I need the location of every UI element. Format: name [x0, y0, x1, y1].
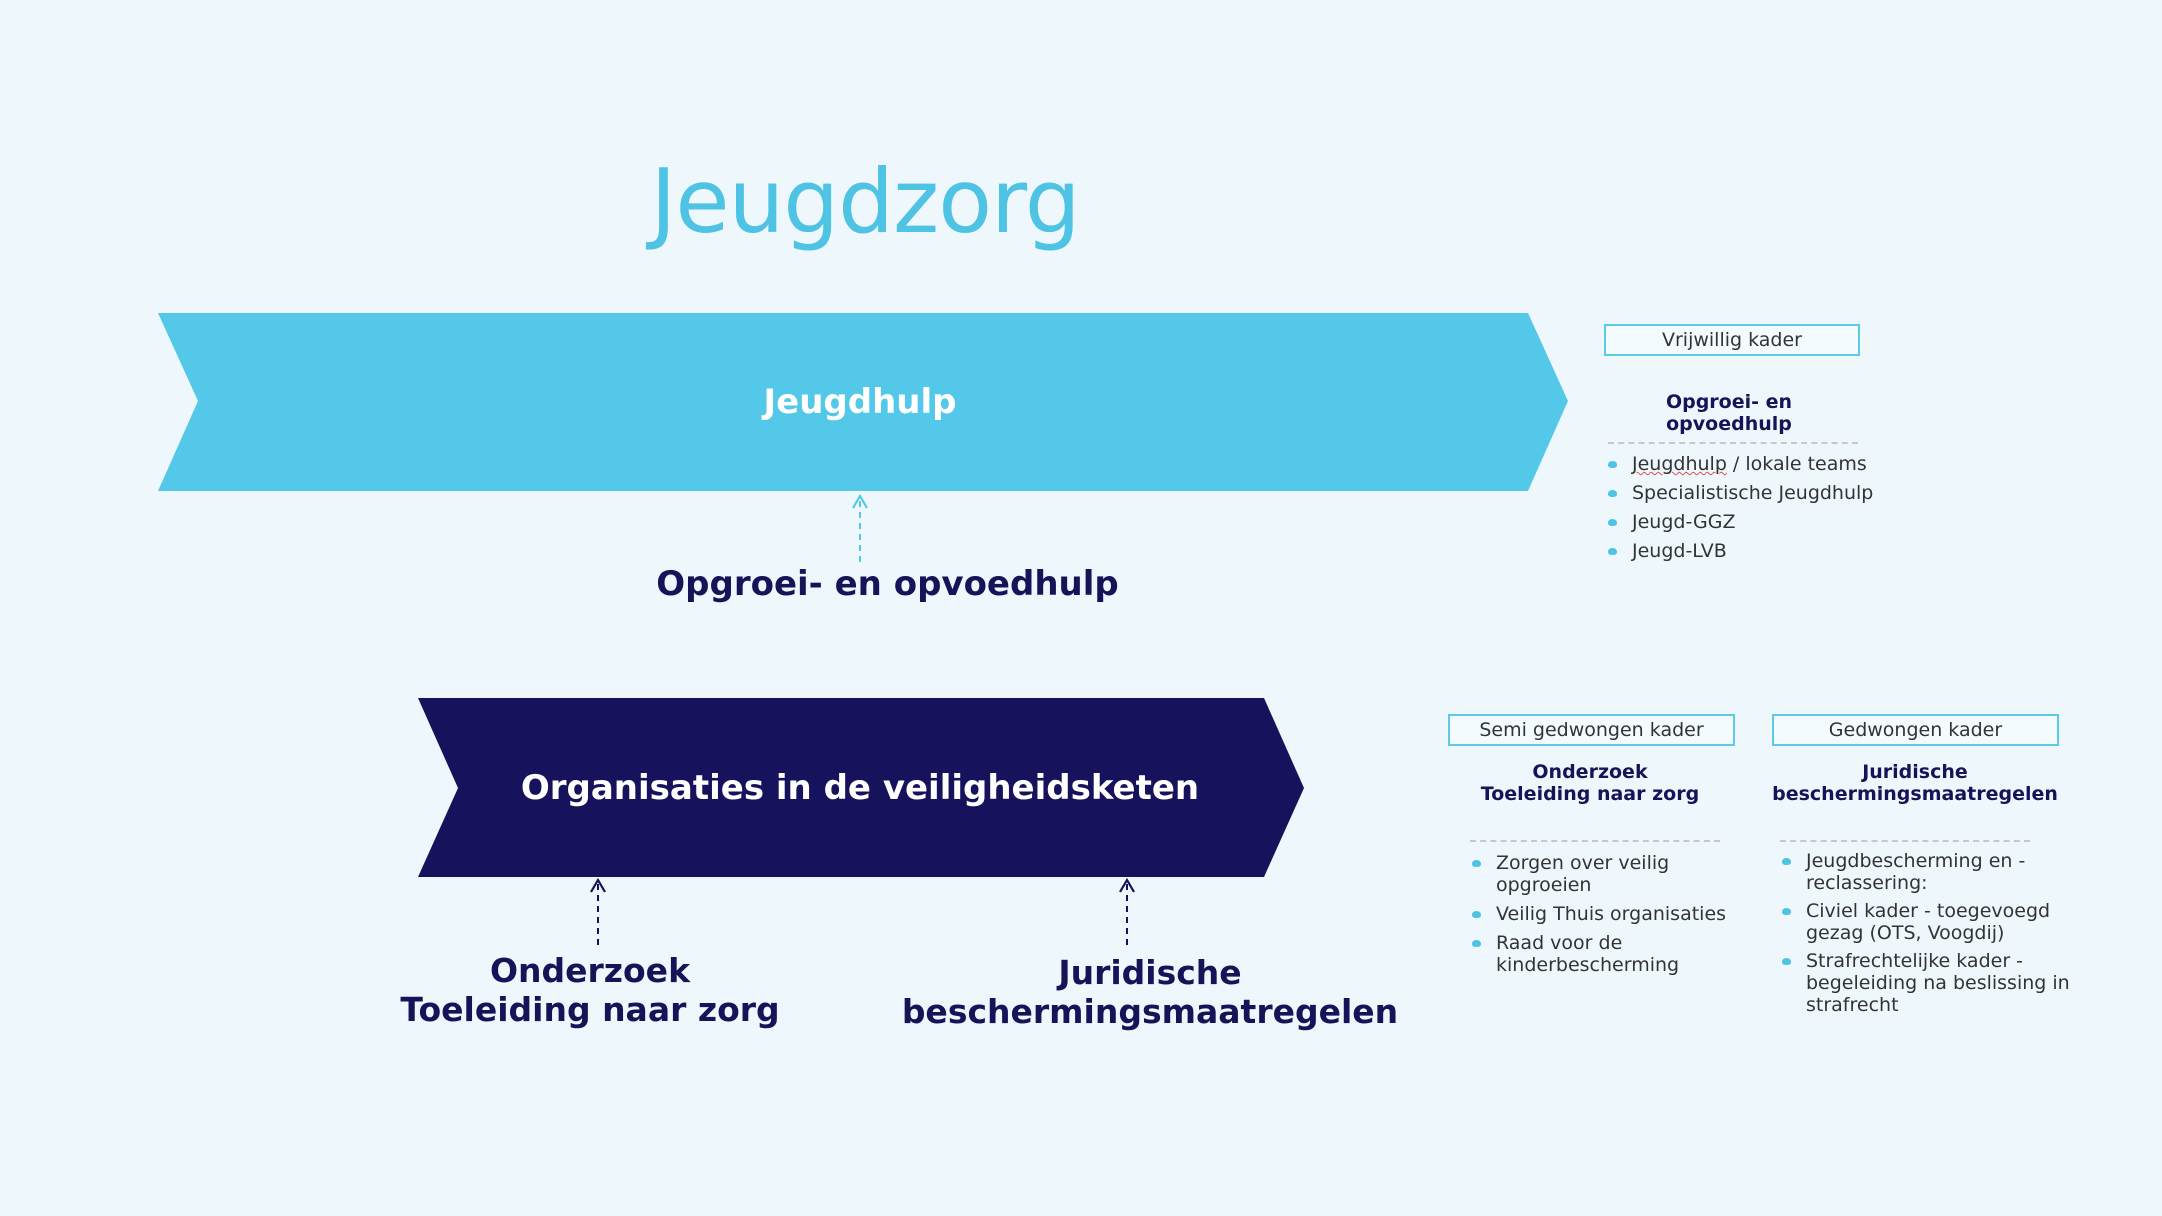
list-item-text: Zorgen over veilig opgroeien: [1496, 852, 1670, 896]
bullet-icon: [1608, 461, 1617, 468]
chevron-veiligheidsketen-label: Organisaties in de veiligheidsketen: [520, 768, 1200, 808]
kader-gedwongen: Gedwongen kader: [1772, 714, 2059, 746]
label-opgroei: Opgroei- en opvoedhulp: [656, 564, 1119, 604]
list-item-text: Jeugd-GGZ: [1632, 511, 1736, 533]
list-item: [1606, 453, 1906, 475]
list-item: [1606, 482, 1906, 504]
kader-vrijwillig: Vrijwillig kader: [1604, 324, 1860, 356]
heading-vrijwillig: Opgroei- en opvoedhulp: [1665, 391, 1793, 435]
arrow-onderzoek: [591, 880, 605, 945]
list-item: [1780, 950, 2080, 1016]
list-item: [1470, 932, 1730, 976]
bullet-icon: [1472, 940, 1481, 947]
label-onderzoek-line2: Toeleiding naar zorg: [400, 989, 780, 1029]
list-item-text: Jeugdhulp: [1632, 453, 1727, 475]
bullet-icon: [1608, 548, 1617, 555]
label-juridisch: [890, 954, 1410, 1032]
label-juridisch-line1: Juridische: [1058, 953, 1242, 992]
heading-gedwongen-line1: Juridische: [1862, 761, 1968, 783]
list-item-suffix: / lokale teams: [1726, 453, 1867, 475]
bullet-icon: [1608, 519, 1617, 526]
list-item: [1606, 540, 1906, 562]
bullet-icon: [1782, 858, 1791, 865]
kader-semi-gedwongen: Semi gedwongen kader: [1448, 714, 1735, 746]
heading-semi-gedwongen: [1455, 761, 1725, 805]
bullet-icon: [1782, 958, 1791, 965]
list-item: [1470, 852, 1730, 896]
arrow-opgroei: [853, 496, 867, 562]
list-item-text: Specialistische Jeugdhulp: [1632, 482, 1874, 504]
label-onderzoek-line1: Onderzoek: [489, 951, 691, 990]
list-item-text: Veilig Thuis organisaties: [1496, 903, 1727, 925]
bullet-icon: [1472, 911, 1481, 918]
divider-gedwongen: [1780, 840, 2030, 842]
divider-vrijwillig: [1608, 442, 1858, 444]
list-vrijwillig: [1606, 453, 1906, 569]
arrow-juridisch: [1120, 880, 1134, 945]
label-juridisch-line2: beschermingsmaatregelen: [901, 991, 1399, 1031]
list-item-text: Jeugd-LVB: [1632, 540, 1727, 562]
heading-semi-gedwongen-line1: Onderzoek: [1532, 761, 1648, 783]
list-item: [1780, 900, 2080, 944]
list-semi-gedwongen: [1470, 852, 1730, 983]
list-item-text: Raad voor de kinderbescherming: [1496, 932, 1680, 976]
list-gedwongen: [1780, 850, 2080, 1022]
label-onderzoek: [385, 952, 795, 1030]
list-item: [1470, 903, 1730, 925]
bullet-icon: [1608, 490, 1617, 497]
list-item: [1606, 511, 1906, 533]
bullet-icon: [1782, 908, 1791, 915]
list-item-text: Civiel kader - toegevoegd gezag (OTS, Voogdij): [1806, 900, 2051, 944]
list-item-text: Jeugdbescherming en - reclassering:: [1806, 850, 2026, 894]
divider-semi-gedwongen: [1470, 840, 1720, 842]
page-title: Jeugdzorg: [650, 150, 1080, 253]
list-item-text: Strafrechtelijke kader - begeleiding na beslissing in strafrecht: [1806, 950, 2070, 1016]
chevron-jeugdhulp-label: Jeugdhulp: [763, 381, 957, 422]
heading-gedwongen: [1768, 761, 2062, 805]
heading-gedwongen-line2: beschermingsmaatregelen: [1772, 783, 2058, 805]
heading-semi-gedwongen-line2: Toeleiding naar zorg: [1480, 783, 1700, 805]
list-item: [1780, 850, 2080, 894]
bullet-icon: [1472, 860, 1481, 867]
